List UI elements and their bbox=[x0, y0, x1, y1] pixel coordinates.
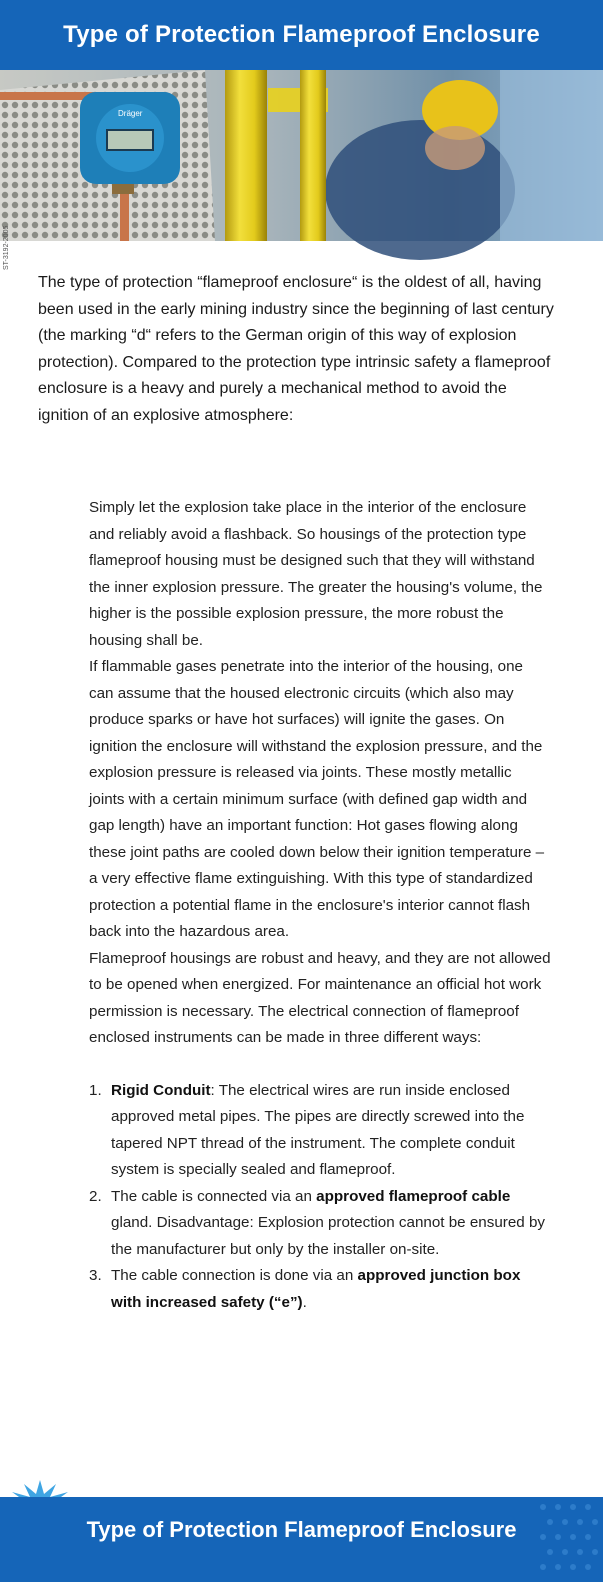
hero-illustration bbox=[0, 70, 603, 241]
footer-banner bbox=[0, 1497, 603, 1582]
svg-text:Dräger: Dräger bbox=[118, 109, 143, 118]
list-item-bold: approved flameproof cable bbox=[316, 1187, 511, 1205]
body-paragraph: Simply let the explosion take place in the interior of the enclosure and reliably avoid a flashback. So housings of the protection type flameproof housing must be designed such that they will withstand the inner explosion pressure. The greater the housing's volume, the higher is the possible explosion pressure, the more robust the housing shall be. bbox=[89, 499, 543, 649]
photo-code: ST-3192-2005 bbox=[3, 225, 10, 270]
detector-display bbox=[107, 130, 153, 150]
list-item-text: gland. Disadvantage: Explosion protection cannot be ensured by the manufacturer but only by the installer on-site. bbox=[111, 1214, 545, 1258]
worker-face bbox=[425, 126, 485, 170]
list-item-text: : The electrical wires are run inside enclosed approved metal pipes. The pipes are directly screwed into the tapered NPT thread of the instrument. The complete conduit system is specially sealed and flameproof. bbox=[111, 1081, 525, 1178]
body-section bbox=[89, 495, 551, 1316]
list-item-pre: The cable is connected via an bbox=[111, 1187, 317, 1205]
list-number: 3. bbox=[89, 1267, 102, 1284]
list-item-text: . bbox=[302, 1293, 307, 1311]
connection-methods-list bbox=[89, 1078, 551, 1317]
list-item-pre: The cable connection is done via an bbox=[111, 1267, 358, 1284]
worker-figure bbox=[325, 120, 515, 260]
list-number: 2. bbox=[89, 1187, 102, 1205]
list-item-bold: approved junction box with increased safety (“e”) bbox=[111, 1267, 521, 1311]
list-item bbox=[89, 1184, 551, 1264]
dot-pattern-icon bbox=[533, 1497, 603, 1582]
hero-photo bbox=[0, 70, 603, 270]
page-title: Type of Protection Flameproof Enclosure bbox=[63, 21, 540, 48]
list-item bbox=[89, 1078, 551, 1184]
list-item-bold: Rigid Conduit bbox=[111, 1081, 211, 1099]
list-number: 1. bbox=[89, 1081, 102, 1099]
intro-paragraph: The type of protection “flameproof enclosure“ is the oldest of all, having been used in the early mining industry since the beginning of last century (the marking “d“ refers to the German origin of this way of explosion protection). Compared to the protection type intrinsic safety a flameproof enclosure is a heavy and purely a mechanical method to avoid the ignition of an explosive atmosphere: bbox=[38, 274, 554, 424]
body-paragraph: If flammable gases penetrate into the interior of the housing, one can assume that the housed electronic circuits (which also may produce sparks or have hot surfaces) will ignite the gases. On ignition the enclosure will withstand the explosion pressure, and the explosion pressure is released via joints. These mostly metallic joints with a certain minimum surface (with defined gap width and gap length) have an important function: Hot gases flowing along these joint paths are cooled down below their ignition temperature – a very effective flame extinguishing. With this type of standardized protection a potential flame in the enclosure's interior cannot flash back into the hazardous area. bbox=[89, 658, 545, 940]
header-banner bbox=[0, 0, 603, 70]
yellow-pipe bbox=[225, 70, 267, 241]
body-paragraph: Flameproof housings are robust and heavy, and they are not allowed to be opened when energized. For maintenance an official hot work permission is necessary. The electrical connection of flameproof enclosed instruments can be made in three different ways: bbox=[89, 949, 551, 1046]
footer-title: Type of Protection Flameproof Enclosure bbox=[86, 1517, 517, 1542]
list-item bbox=[89, 1263, 551, 1316]
